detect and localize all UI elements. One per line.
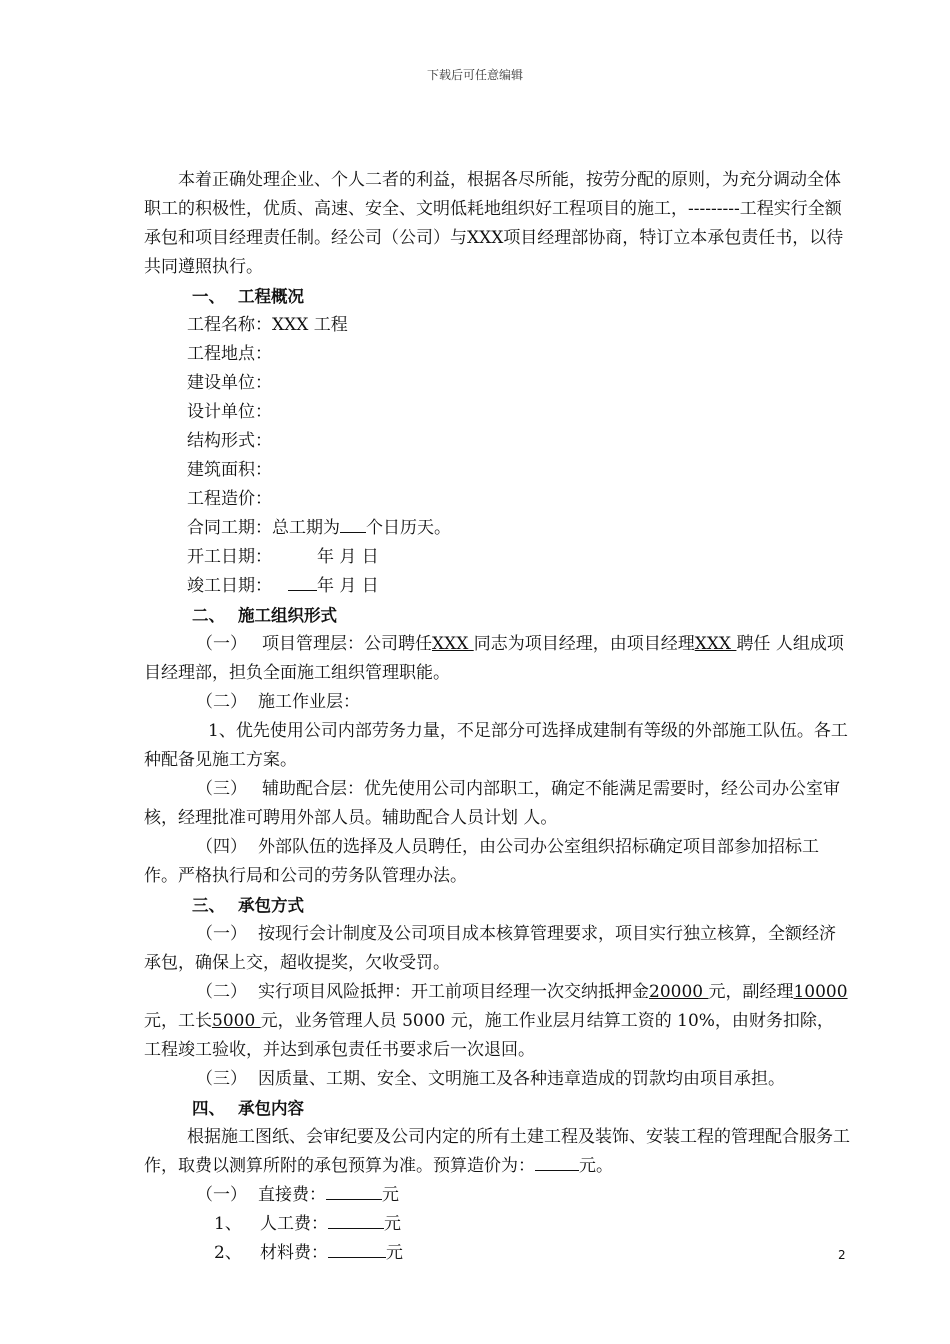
section-heading-1: 一、 工程概况 <box>192 287 304 306</box>
field-project-site: 工程地点： <box>187 344 272 364</box>
field-structure: 结构形式： <box>187 431 272 451</box>
org-paragraph-2-1: 1、优先使用公司内部劳务力量，不足部分可选择成建制有等级的外部施工队伍。各工种配备见施工方案。 <box>144 721 848 770</box>
document-body <box>144 166 850 1268</box>
section-heading-3: 三、 承包方式 <box>192 896 304 915</box>
org-paragraph-2: （二） 施工作业层： <box>196 692 360 712</box>
org-paragraph-3: （三） 辅助配合层：优先使用公司内部职工，确定不能满足需要时，经公司办公室审核，经理批准可聘用外部人员。辅助配合人员计划 人。 <box>144 779 840 828</box>
page-header: 下载后可任意编辑 <box>426 68 523 82</box>
blank-line <box>288 572 317 591</box>
intro-paragraph: 本着正确处理企业、个人二者的利益，根据各尽所能，按劳分配的原则，为充分调动全体职工的积极性，优质、高速、安全、文明低耗地组织好工程项目的施工，---------工程实行全额承包和项目经理责任制。经公司（公司）与XXX项目经理部协商，特订立本承包责任书，以待共同遵照执行。 <box>144 170 844 277</box>
section-heading-4: 四、 承包内容 <box>192 1099 304 1118</box>
field-cost: 工程造价： <box>187 489 272 509</box>
field-builder: 建设单位： <box>187 373 272 393</box>
org-paragraph-1: （一） 项目管理层：公司聘任XXX 同志为项目经理，由项目经理XXX 聘任 人组成项目经理部，担负全面施工组织管理职能。 <box>144 634 844 683</box>
field-area: 建筑面积： <box>187 460 272 480</box>
field-contract-period: 合同工期：总工期为 个日历天。 <box>144 514 850 543</box>
blank-line <box>328 1210 384 1229</box>
mode-paragraph-3: （三） 因质量、工期、安全、文明施工及各种违章造成的罚款均由项目承担。 <box>196 1069 785 1089</box>
blank-line <box>328 1239 386 1258</box>
section-heading-2: 二、 施工组织形式 <box>192 606 337 625</box>
field-end-date: 竣工日期： 年 月 日 <box>144 572 850 601</box>
mode-paragraph-2: （二） 实行项目风险抵押：开工前项目经理一次交纳抵押金20000 元，副经理10000 元，工长5000 元，业务管理人员 5000 元，施工作业层月结算工资的 10%，由财务扣除，工程竣工验收，并达到承包责任书要求后一次退回。 <box>144 982 848 1060</box>
field-project-name: 工程名称：XXX 工程 <box>187 315 348 335</box>
field-designer: 设计单位： <box>187 402 272 422</box>
labor-cost-line: 1、 人工费： 元 <box>144 1210 850 1239</box>
mode-paragraph-1: （一） 按现行会计制度及公司项目成本核算管理要求，项目实行独立核算，全额经济承包，确保上交，超收提奖，欠收受罚。 <box>144 924 836 973</box>
content-paragraph-1: 根据施工图纸、会审纪要及公司内定的所有土建工程及装饰、安装工程的管理配合服务工作，取费以测算所附的承包预算为准。预算造价为： 元。 <box>144 1127 850 1176</box>
org-paragraph-4: （四） 外部队伍的选择及人员聘任，由公司办公室组织招标确定项目部参加招标工作。严格执行局和公司的劳务队管理办法。 <box>144 837 819 886</box>
blank-line <box>326 1181 382 1200</box>
field-start-date: 开工日期： 年 月 日 <box>187 547 379 567</box>
page-number: 2 <box>838 1248 846 1262</box>
blank-line <box>535 1152 579 1171</box>
direct-cost-line: （一） 直接费： 元 <box>144 1181 850 1210</box>
blank-line <box>340 514 366 533</box>
material-cost-line: 2、 材料费： 元 <box>144 1239 850 1268</box>
